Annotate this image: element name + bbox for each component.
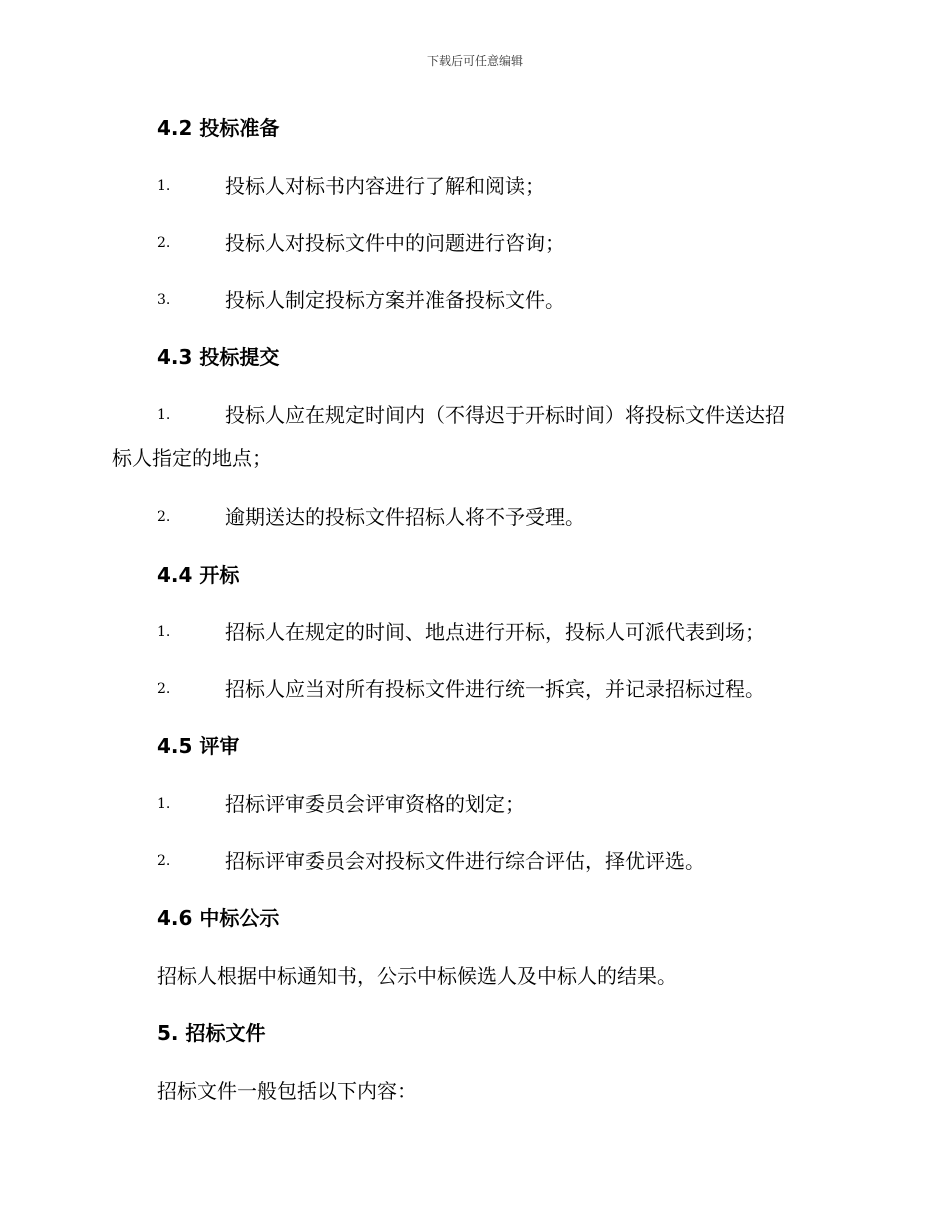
list-number: 2. <box>157 509 171 525</box>
page-header: 下载后可任意编辑 <box>426 54 523 68</box>
list-text: 投标人应在规定时间内（不得迟于开标时间）将投标文件送达招 <box>225 403 785 427</box>
list-item <box>157 790 837 818</box>
list-item <box>157 286 837 314</box>
list-number: 1. <box>157 796 171 812</box>
list-text: 投标人对投标文件中的问题进行咨询； <box>225 231 565 255</box>
list-number: 2. <box>157 853 171 869</box>
list-text: 招标人在规定的时间、地点进行开标，投标人可派代表到场； <box>225 620 765 644</box>
list-number: 2. <box>157 681 171 697</box>
list-item <box>157 503 837 531</box>
list-item <box>157 847 837 875</box>
list-number: 2. <box>157 235 171 251</box>
list-text-continuation: 标人指定的地点； <box>112 446 272 470</box>
section-heading-4-4: 4.4 开标 <box>157 563 240 587</box>
section-heading-5: 5. 招标文件 <box>157 1021 266 1045</box>
list-number: 1. <box>157 407 171 423</box>
list-number: 1. <box>157 624 171 640</box>
list-item <box>157 618 837 646</box>
list-item <box>157 172 837 200</box>
list-item <box>112 401 837 470</box>
list-text: 投标人对标书内容进行了解和阅读； <box>225 174 545 198</box>
list-number: 1. <box>157 178 171 194</box>
section-heading-4-5: 4.5 评审 <box>157 734 240 758</box>
section-heading-4-3: 4.3 投标提交 <box>157 345 280 369</box>
section-heading-4-6: 4.6 中标公示 <box>157 906 280 930</box>
list-item <box>157 229 837 257</box>
paragraph: 招标人根据中标通知书，公示中标候选人及中标人的结果。 <box>157 964 677 988</box>
list-text: 投标人制定投标方案并准备投标文件。 <box>225 288 565 312</box>
list-text: 招标人应当对所有投标文件进行统一拆宾，并记录招标过程。 <box>225 677 765 701</box>
list-text: 招标评审委员会评审资格的划定； <box>225 792 525 816</box>
paragraph: 招标文件一般包括以下内容： <box>157 1079 417 1103</box>
list-text: 逾期送达的投标文件招标人将不予受理。 <box>225 505 585 529</box>
list-text: 招标评审委员会对投标文件进行综合评估，择优评选。 <box>225 849 705 873</box>
list-number: 3. <box>157 292 171 308</box>
section-heading-4-2: 4.2 投标准备 <box>157 116 280 140</box>
list-item <box>157 675 837 703</box>
